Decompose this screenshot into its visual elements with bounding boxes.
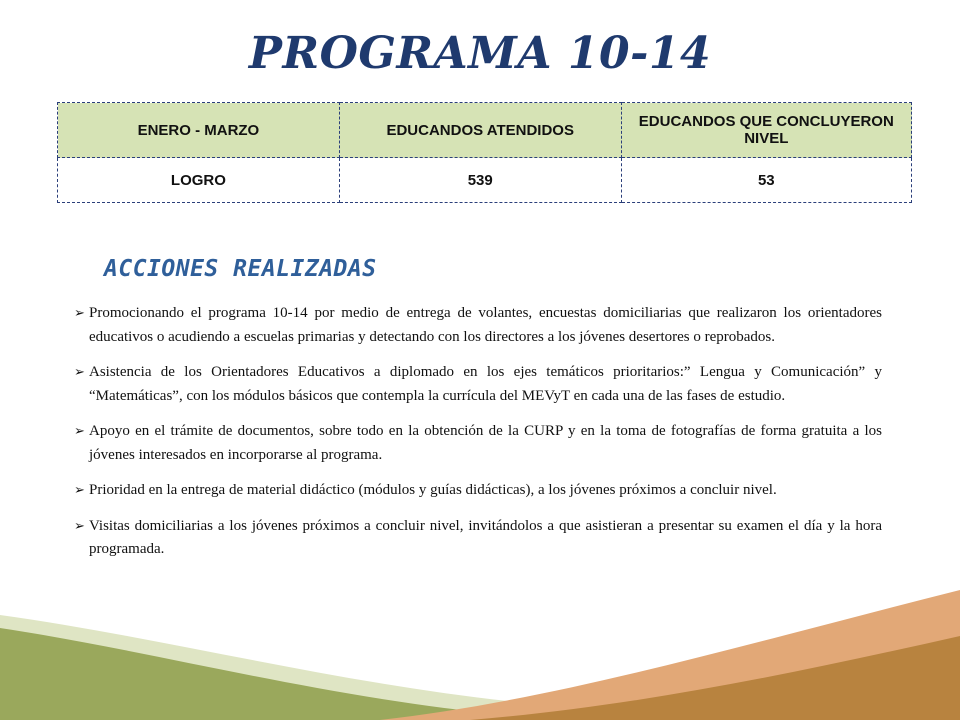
- list-item-text: Apoyo en el trámite de documentos, sobre todo en la obtención de la CURP y en la toma de fotografías de forma gratuita a los jóvenes interesados en incorporarse al programa.: [89, 423, 882, 463]
- list-item: [74, 420, 882, 467]
- column-header: EDUCANDOS ATENDIDOS: [339, 103, 621, 158]
- column-header: EDUCANDOS QUE CONCLUYERON NIVEL: [621, 103, 911, 158]
- table-header-row: [58, 103, 912, 158]
- table-row: [58, 158, 912, 203]
- arrow-bullet-icon: ➢: [74, 365, 85, 380]
- column-header: ENERO - MARZO: [58, 103, 340, 158]
- actions-list: [74, 302, 882, 574]
- page-title: PROGRAMA 10-14: [248, 28, 712, 79]
- list-item: [74, 361, 882, 408]
- table-cell-concluded: 53: [621, 158, 911, 203]
- list-item-text: Prioridad en la entrega de material didáctico (módulos y guías didácticas), a los jóvenes próximos a concluir nivel.: [89, 482, 777, 498]
- list-item-text: Asistencia de los Orientadores Educativos a diplomado en los ejes temáticos prioritarios:” Lengua y Comunicación” y “Matemáticas”, con los módulos básicos que contempla la currícula del MEVyT en cada una de las fases de estudio.: [89, 364, 882, 404]
- list-item: [74, 479, 882, 503]
- arrow-bullet-icon: ➢: [74, 306, 85, 321]
- arrow-bullet-icon: ➢: [74, 518, 85, 534]
- list-item: [74, 515, 882, 562]
- section-heading: ACCIONES REALIZADAS: [104, 256, 377, 282]
- table-cell-attended: 539: [339, 158, 621, 203]
- table-cell-label: LOGRO: [58, 158, 340, 203]
- list-item-text: Promocionando el programa 10-14 por medio de entrega de volantes, encuestas domiciliarias que realizaron los orientadores educativos o acudiendo a escuelas primarias y detectando con los directores a los jóvenes desertores o reprobados.: [89, 305, 882, 345]
- arrow-bullet-icon: ➢: [74, 424, 85, 439]
- summary-table: [57, 102, 912, 203]
- arrow-bullet-icon: ➢: [74, 483, 85, 498]
- list-item: [74, 302, 882, 349]
- list-item-text: Visitas domiciliarias a los jóvenes próximos a concluir nivel, invitándolos a que asistieran a presentar su examen el día y la hora programada.: [89, 517, 882, 557]
